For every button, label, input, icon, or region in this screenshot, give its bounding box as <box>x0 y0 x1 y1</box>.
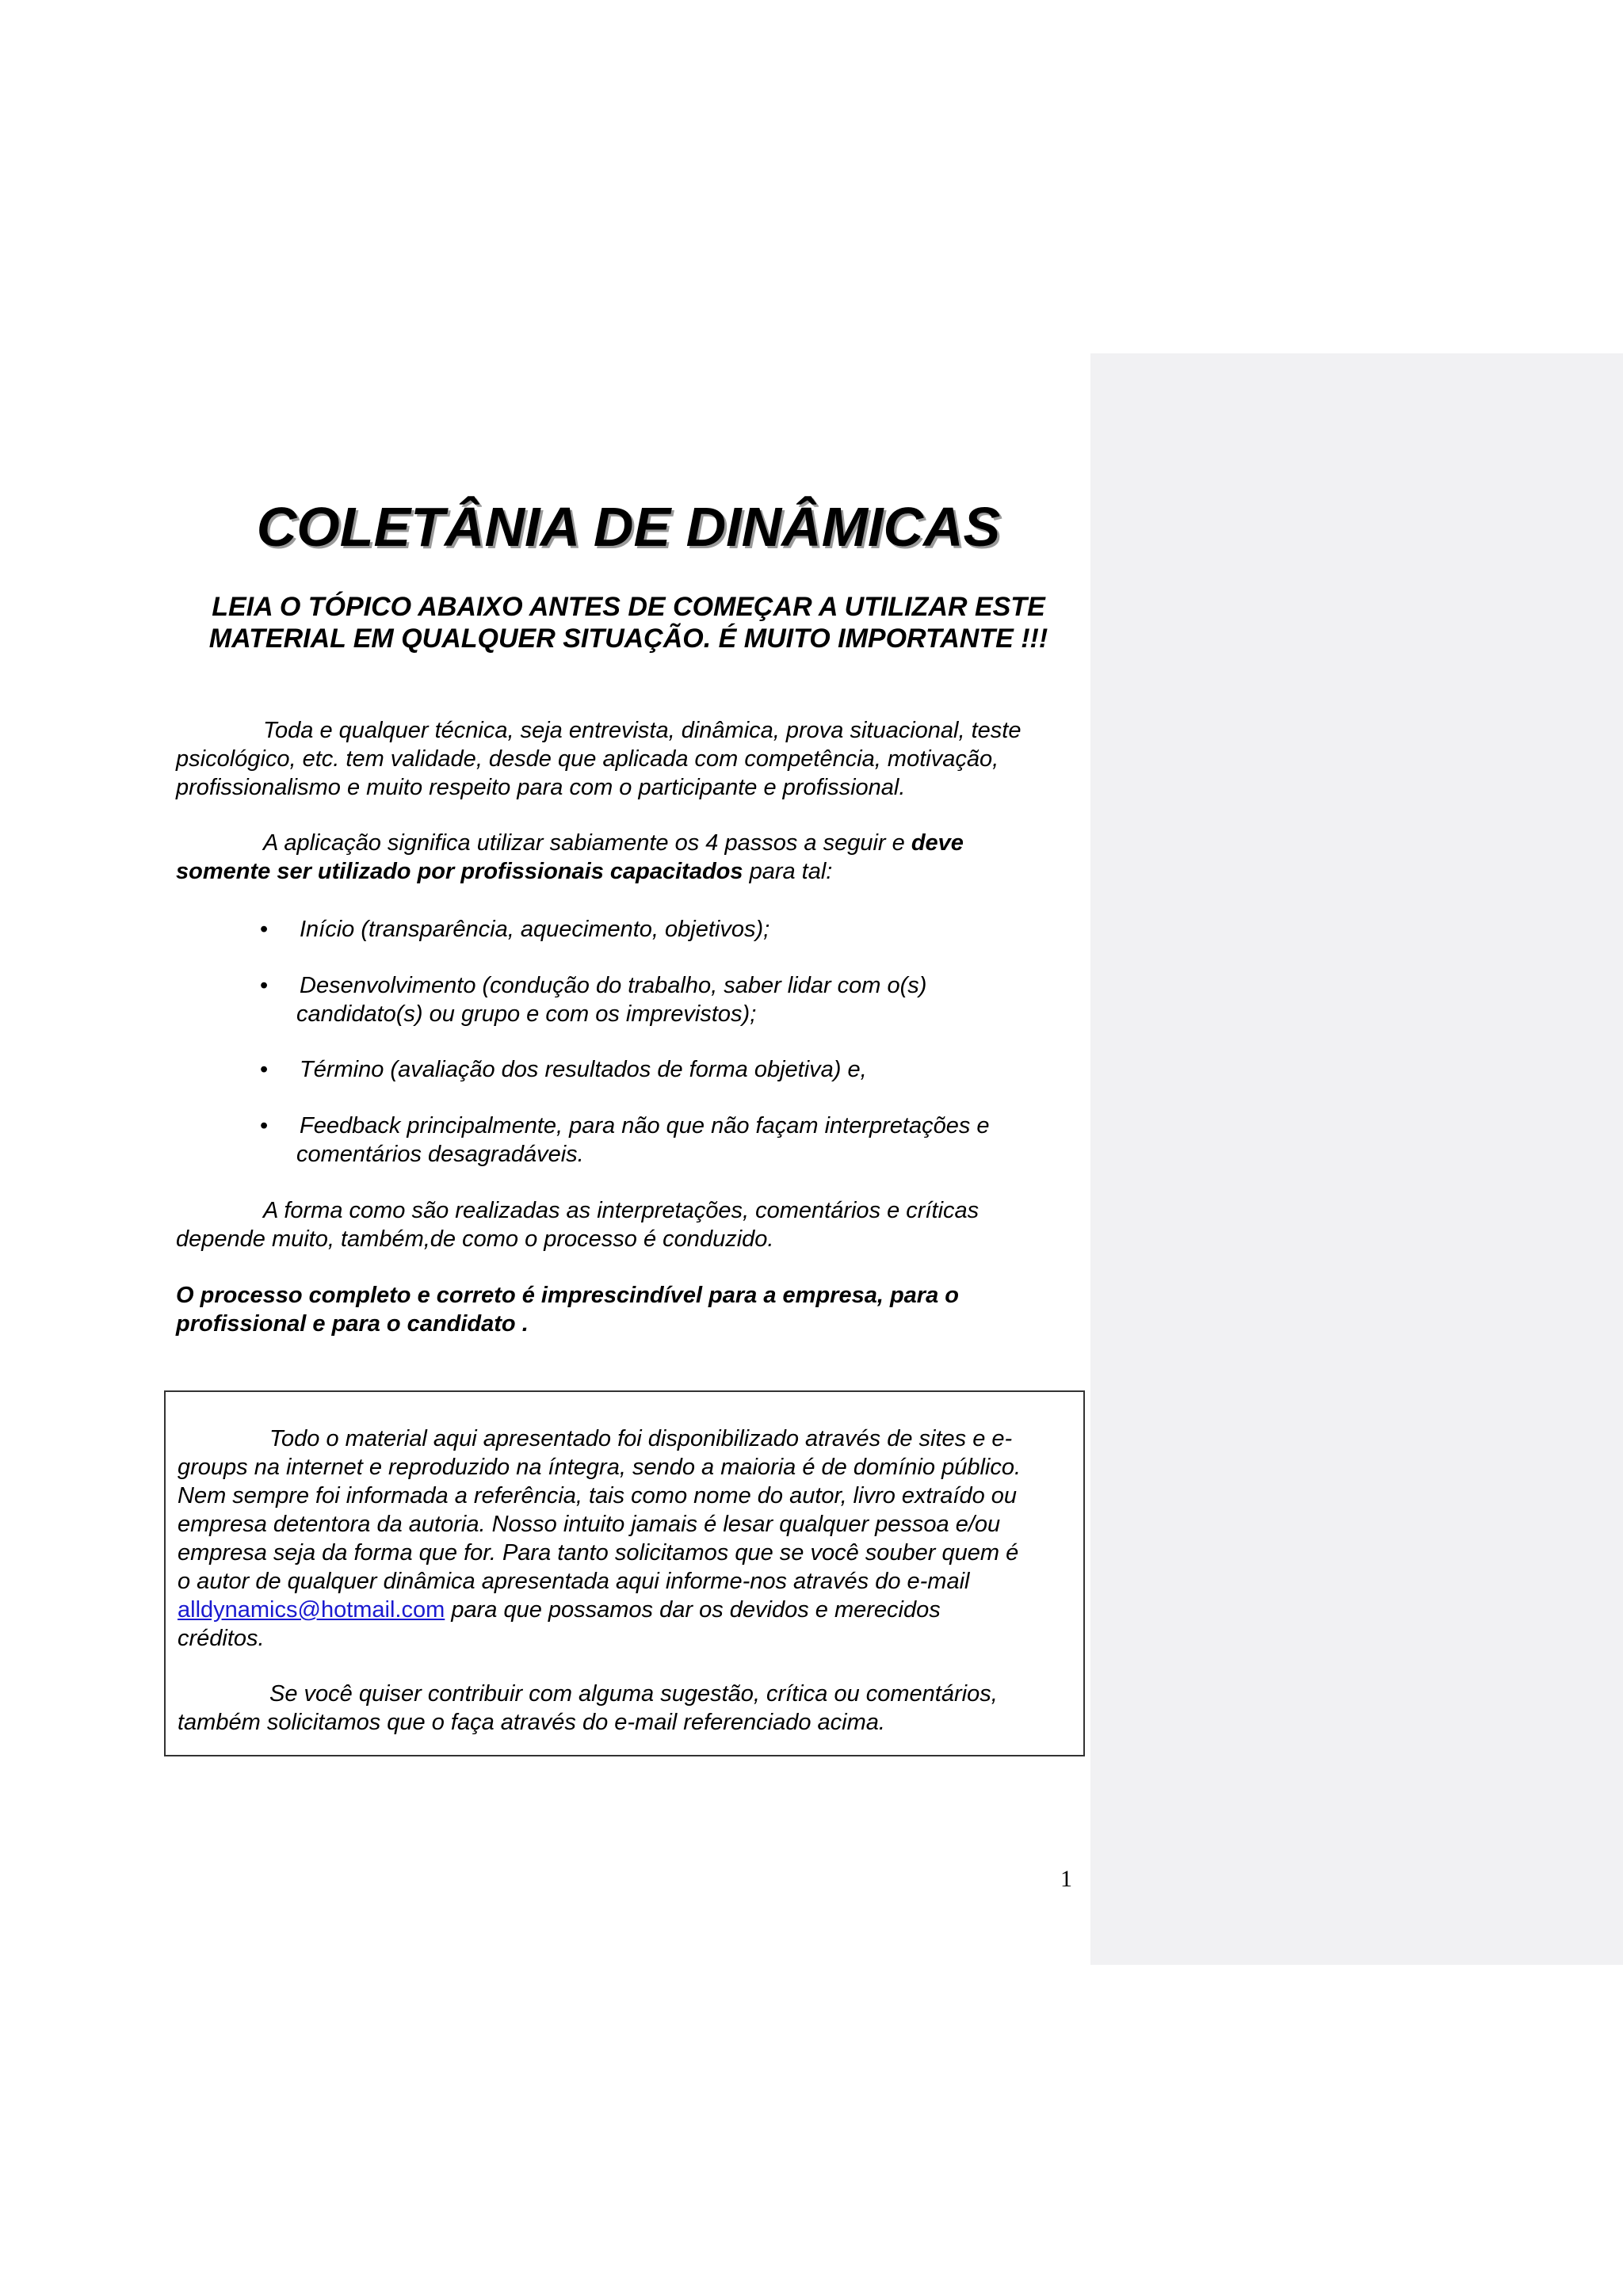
bullet-icon: • <box>260 1057 269 1082</box>
notice-text: Todo o material aqui apresentado foi disponibilizado através de sites e e- <box>269 1426 1013 1451</box>
list-item-text <box>260 1112 1052 1169</box>
list-item-line: Desenvolvimento (condução do trabalho, saber lidar com o(s) <box>300 973 927 998</box>
subtitle-line: LEIA O TÓPICO ABAIXO ANTES DE COMEÇAR A UTILIZAR ESTE <box>212 592 1045 622</box>
document-subtitle <box>176 591 1081 654</box>
bullet-icon: • <box>260 1113 269 1138</box>
notice-text: Se você quiser contribuir com alguma sugestão, crítica ou comentários, <box>269 1681 998 1707</box>
notice-line <box>178 1425 1079 1453</box>
paragraph-text: Toda e qualquer técnica, seja entrevista, dinâmica, prova situacional, teste <box>263 718 1022 743</box>
paragraph-line: depende muito, também,de como o processo é conduzido. <box>176 1226 774 1252</box>
paragraph-process <box>176 1281 1081 1338</box>
notice-line <box>178 1596 1079 1624</box>
list-item-text: Término (avaliação dos resultados de forma objetiva) e, <box>300 1057 867 1082</box>
list-item <box>260 915 1052 944</box>
paragraph-line <box>176 829 1081 857</box>
paragraph-text: para tal: <box>743 859 833 884</box>
paragraph-application <box>176 829 1081 886</box>
paragraph-line <box>176 716 1081 745</box>
paragraph-bold-text: somente ser utilizado por profissionais capacitados <box>176 859 743 884</box>
paragraph-line: profissional e para o candidato . <box>176 1311 529 1337</box>
paragraph-line: psicológico, etc. tem validade, desde que aplicada com competência, motivação, <box>176 746 999 772</box>
list-item-text: Início (transparência, aquecimento, objetivos); <box>300 917 770 942</box>
document-title: COLETÂNIA DE DINÂMICAS <box>256 496 1001 558</box>
notice-paragraph <box>178 1425 1079 1653</box>
paragraph-text: A aplicação significa utilizar sabiamente os 4 passos a seguir e <box>263 830 911 856</box>
list-item-line: Feedback principalmente, para não que não façam interpretações e <box>300 1113 990 1138</box>
paragraph-line: O processo completo e correto é imprescindível para a empresa, para o <box>176 1283 959 1308</box>
notice-line: créditos. <box>178 1626 265 1651</box>
bullet-icon: • <box>260 917 269 942</box>
subtitle-line: MATERIAL EM QUALQUER SITUAÇÃO. É MUITO IMPORTANTE !!! <box>208 624 1048 654</box>
list-item-line: candidato(s) ou grupo e com os imprevistos); <box>296 1001 757 1027</box>
notice-line: empresa seja da forma que for. Para tanto solicitamos que se você souber quem é <box>178 1540 1019 1566</box>
notice-paragraph <box>178 1680 1079 1737</box>
list-item <box>260 1055 1052 1084</box>
notice-text: para que possamos dar os devidos e merecidos <box>445 1597 941 1623</box>
notice-line: Nem sempre foi informada a referência, tais como nome do autor, livro extraído ou <box>178 1483 1018 1508</box>
notice-line: o autor de qualquer dinâmica apresentada aqui informe-nos através do e-mail <box>178 1569 970 1594</box>
list-item <box>260 971 1052 1028</box>
paragraph-bold-text: deve <box>911 830 964 856</box>
paragraph-line <box>176 1196 1081 1225</box>
notice-line: empresa detentora da autoria. Nosso intuito jamais é lesar qualquer pessoa e/ou <box>178 1512 1001 1537</box>
comment-margin-pane <box>1090 353 1623 1965</box>
paragraph-validity <box>176 716 1081 802</box>
list-item-text <box>260 971 1052 1028</box>
paragraph-interpretation <box>176 1196 1081 1253</box>
page-number: 1 <box>1060 1866 1072 1892</box>
bullet-icon: • <box>260 973 269 998</box>
notice-line: groups na internet e reproduzido na íntegra, sendo a maioria é de domínio público. <box>178 1455 1022 1480</box>
email-link[interactable]: alldynamics@hotmail.com <box>178 1597 445 1623</box>
paragraph-text: A forma como são realizadas as interpretações, comentários e críticas <box>263 1198 980 1223</box>
list-item <box>260 1112 1052 1169</box>
list-item-line: comentários desagradáveis. <box>296 1142 584 1167</box>
notice-line: também solicitamos que o faça através do e-mail referenciado acima. <box>178 1710 885 1735</box>
paragraph-line <box>176 857 1081 886</box>
paragraph-line: profissionalismo e muito respeito para com o participante e profissional. <box>176 775 906 800</box>
notice-line <box>178 1680 1079 1708</box>
